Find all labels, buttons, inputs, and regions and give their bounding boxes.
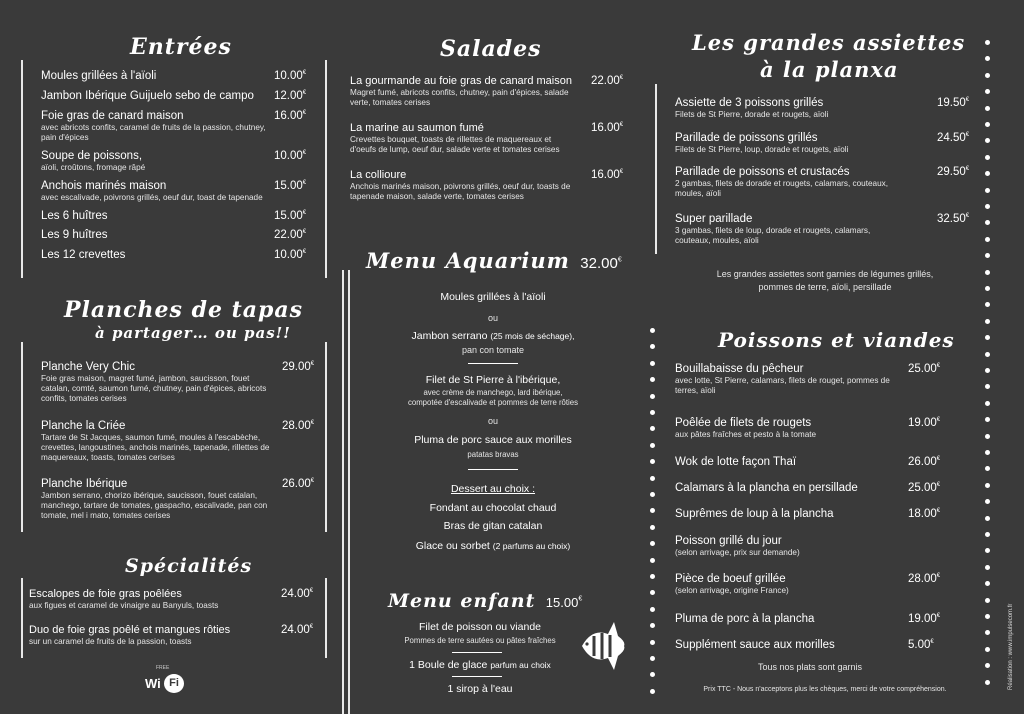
menu-item-price: 28.00€ (908, 573, 941, 585)
enfant-currency: € (578, 595, 583, 603)
decorative-dot (985, 138, 990, 143)
menu-item-desc: (selon arrivage, prix sur demande) (675, 548, 800, 557)
menu-item-desc: Foie gras maison, magret fumé, jambon, saucisson, fouet catalan, comté, saumon fumé, chutney, pain d'épices, abricots confits, tomates cerises (41, 374, 267, 403)
aquarium-course-2 (380, 330, 606, 343)
entrees-title: Entrées (130, 34, 232, 60)
currency-symbol: € (302, 110, 307, 117)
menu-item-name: Moules grillées à l'aïoli (41, 70, 157, 82)
decorative-dot (985, 581, 990, 586)
divider-line (21, 578, 23, 658)
dessert-item: Bras de gitan catalan (443, 520, 543, 532)
divider-line (342, 270, 344, 714)
menu-item (675, 573, 947, 596)
menu-item-price: 32.50€ (937, 213, 970, 225)
menu-item (675, 363, 947, 396)
menu-item-desc: Filets de St Pierre, dorade et rougets, aïoli (675, 110, 829, 119)
enfant-item-2 (370, 659, 590, 672)
decorative-dot (650, 656, 655, 661)
currency-symbol: € (936, 508, 941, 515)
currency-symbol: € (619, 169, 624, 176)
tapas-subtitle: à partager… ou pas!! (95, 324, 291, 342)
aquarium-course-3-desc: avec crème de manchego, lard ibérique, (423, 388, 563, 397)
currency-symbol: € (302, 150, 307, 157)
currency-symbol: € (936, 417, 941, 424)
currency-symbol: € (930, 639, 934, 646)
menu-item-name: Calamars à la plancha en persillade (675, 482, 858, 494)
menu-item-name: Pluma de porc à la plancha (675, 613, 815, 625)
menu-item-name: Escalopes de foie gras poêlées (29, 588, 182, 600)
currency-symbol: € (309, 588, 314, 595)
menu-item-price: 19.00€ (908, 417, 941, 429)
menu-item-price: 22.00€ (274, 229, 307, 241)
currency-symbol: € (302, 90, 307, 97)
dessert-note: (2 parfums au choix) (492, 541, 571, 551)
menu-item-name: Planche Ibérique (41, 478, 128, 490)
decorative-dot (650, 541, 655, 546)
decorative-dot (650, 377, 655, 382)
decorative-dot (650, 590, 655, 595)
currency-symbol: € (965, 213, 970, 220)
divider-line (348, 270, 350, 714)
currency-symbol: € (936, 363, 941, 370)
course-name: Jambon serrano (411, 330, 488, 342)
currency-symbol: € (936, 456, 941, 463)
decorative-dot (650, 558, 655, 563)
menu-item (29, 588, 316, 611)
menu-item-name: Anchois marinés maison (41, 180, 167, 192)
menu-item-price: 19.00€ (908, 613, 941, 625)
salades-title: Salades (440, 36, 542, 62)
menu-item-name: Parillade de poissons grillés (675, 132, 818, 144)
decorative-dot (985, 450, 990, 455)
enfant-price: 15.00 (545, 595, 579, 610)
poissons-title: Poissons et viandes (718, 328, 955, 352)
menu-item-name: Planche Very Chic (41, 361, 135, 373)
specialites-title: Spécialités (125, 555, 253, 577)
menu-item (29, 624, 316, 647)
wifi-logo (142, 665, 190, 697)
decorative-dot (985, 548, 990, 553)
divider-line (325, 578, 327, 658)
aquarium-course-3: Filet de St Pierre à l'ibérique, (425, 374, 561, 386)
decorative-dot (650, 574, 655, 579)
decorative-dot (650, 508, 655, 513)
decorative-dot (985, 89, 990, 94)
currency-symbol: € (936, 482, 941, 489)
angelfish-icon (578, 622, 628, 670)
menu-item-name: Assiette de 3 poissons grillés (675, 97, 824, 109)
menu-item-price: 19.50€ (937, 97, 970, 109)
decorative-dot (985, 319, 990, 324)
decorative-dot (985, 220, 990, 225)
menu-item (675, 613, 947, 626)
menu-item-price: 10.00€ (274, 150, 307, 162)
tapas-title: Planches de tapas (64, 297, 304, 323)
decorative-dot (985, 384, 990, 389)
menu-item (675, 508, 947, 521)
menu-item-price: 29.50€ (937, 166, 970, 178)
menu-item-desc: avec abricots confits, caramel de fruits de la passion, chutney, pain d'épices (41, 123, 266, 142)
wifi-free-label: FREE (156, 665, 170, 671)
menu-item-price: 15.00€ (274, 180, 307, 192)
assiettes-note: pommes de terre, aïoli, persillade (758, 282, 892, 292)
menu-item-price: 25.00€ (908, 482, 941, 494)
dessert-item (380, 540, 606, 553)
aquarium-course-3-desc: compotée d'escalivade et pommes de terre rôties (407, 398, 579, 407)
currency-symbol: € (936, 613, 941, 620)
currency-symbol: € (936, 573, 941, 580)
decorative-dot (650, 410, 655, 415)
menu-item-name: La gourmande au foie gras de canard maison (350, 75, 572, 87)
menu-item-name: Supplément sauce aux morilles (675, 639, 835, 651)
menu-item-name: Poisson grillé du jour (675, 535, 782, 547)
wifi-fi-badge: Fi (164, 674, 184, 693)
menu-item-desc: Magret fumé, abricots confits, chutney, pain d'épices, salade verte, tomates cerises (350, 88, 569, 107)
currency-symbol: € (310, 361, 315, 368)
menu-item-name: Parillade de poissons et crustacés (675, 166, 850, 178)
menu-item (675, 417, 947, 440)
assiettes-note: Les grandes assiettes sont garnies de légumes grillés, (716, 269, 934, 279)
menu-item-price: 26.00€ (908, 456, 941, 468)
decorative-dot (985, 40, 990, 45)
decorative-dot (985, 155, 990, 160)
menu-item-desc: Tartare de St Jacques, saumon fumé, moules à l'escabèche, crevettes, langoustines, anchois marinés, tapenade, rillettes de maquereaux, toasts, tomates cerises (41, 433, 270, 462)
enfant-item-3: 1 sirop à l'eau (447, 683, 513, 695)
menu-item-desc: 2 gambas, filets de dorade et rougets, calamars, couteaux, moules, aïoli (675, 179, 888, 198)
decorative-dot (985, 335, 990, 340)
assiettes-subtitle: à la planxa (760, 57, 899, 82)
separator-line (452, 676, 502, 677)
decorative-dot (650, 607, 655, 612)
menu-item-desc: Anchois marinés maison, poivrons grillés, oeuf dur, toasts de tapenade maison, salade verte, tomates cerises (350, 182, 571, 201)
divider-line (325, 342, 327, 532)
menu-item-desc: 3 gambas, filets de loup, dorade et rougets, calamars, couteaux, moules, aïoli (675, 226, 871, 245)
decorative-dot (650, 492, 655, 497)
enfant-item-1: Filet de poisson ou viande (419, 621, 541, 633)
menu-item-price: 10.00€ (274, 70, 307, 82)
menu-item-desc: sur un caramel de fruits de la passion, toasts (29, 637, 192, 646)
menu-item-price: 25.00€ (908, 363, 941, 375)
menu-item-desc: Jambon serrano, chorizo ibérique, saucisson, fouet catalan, manchego, tartare de tomates, gaspacho, escalivade, pan con tomate, mel i mato, tomates cerises (41, 491, 268, 520)
menu-item (675, 535, 947, 558)
decorative-dot (985, 516, 990, 521)
divider-line (325, 60, 327, 278)
enfant-title: Menu enfant (388, 590, 536, 612)
currency-symbol: € (619, 122, 624, 129)
decorative-dot (985, 171, 990, 176)
decorative-dot (985, 352, 990, 357)
currency-symbol: € (309, 624, 314, 631)
decorative-dot (985, 434, 990, 439)
menu-item-desc: Crevettes bouquet, toasts de rillettes de maquereaux et d'oeufs de lump, oeuf dur, salade verte et tomates cerises (350, 135, 560, 154)
menu-item-name: La collioure (350, 169, 407, 181)
menu-item-name: Les 6 huîtres (41, 210, 108, 222)
or-separator: ou (487, 313, 498, 323)
currency-symbol: € (302, 249, 307, 256)
menu-item-price: 24.50€ (937, 132, 970, 144)
menu-item-desc: (selon arrivage, origine France) (675, 586, 789, 595)
decorative-dot (985, 532, 990, 537)
decorative-dot (650, 344, 655, 349)
menu-item-desc: avec escalivade, poivrons grillés, oeuf dur, toast de tapenade (41, 193, 263, 202)
menu-item-desc: aïoli, croûtons, fromage râpé (41, 163, 146, 172)
decorative-dot (650, 689, 655, 694)
decorative-dot (985, 630, 990, 635)
decorative-dot (985, 680, 990, 685)
currency-symbol: € (310, 478, 315, 485)
decorative-dot (985, 204, 990, 209)
menu-item-name: Jambon Ibérique Guijuelo sebo de campo (41, 90, 254, 102)
menu-item-price: 15.00€ (274, 210, 307, 222)
aquarium-currency: € (617, 256, 622, 264)
decorative-dot (985, 302, 990, 307)
decorative-dot (985, 663, 990, 668)
decorative-dot (985, 73, 990, 78)
decorative-dot (985, 401, 990, 406)
decorative-dot (985, 270, 990, 275)
menu-item-desc: Filets de St Pierre, loup, dorade et rougets, aïoli (675, 145, 849, 154)
enfant-item-1-desc: Pommes de terre sautées ou pâtes fraîches (404, 636, 556, 645)
menu-item-price: 16.00€ (591, 122, 624, 134)
decorative-dot (985, 647, 990, 652)
menu-item (350, 122, 632, 155)
decorative-dot (985, 499, 990, 504)
aquarium-price: 32.00 (580, 255, 618, 272)
menu-item-name: Pièce de boeuf grillée (675, 573, 786, 585)
decorative-dot (985, 237, 990, 242)
decorative-dot (985, 417, 990, 422)
poissons-list (675, 0, 947, 714)
decorative-dot (650, 459, 655, 464)
decorative-dot (650, 394, 655, 399)
poissons-note: Tous nos plats sont garnis (757, 662, 863, 672)
menu-item (675, 482, 947, 495)
aquarium-heading (366, 248, 622, 273)
menu-item-price: 12.00€ (274, 90, 307, 102)
menu-item-name: Poêlée de filets de rougets (675, 417, 812, 429)
menu-item-name: Super parillade (675, 213, 753, 225)
menu-item-desc: aux pâtes fraîches et pesto à la tomate (675, 430, 817, 439)
currency-symbol: € (302, 229, 307, 236)
menu-item-name: Les 9 huîtres (41, 229, 108, 241)
decorative-dot (985, 253, 990, 258)
menu-item-price: 10.00€ (274, 249, 307, 261)
menu-item-desc: aux figues et caramel de vinaigre au Banyuls, toasts (29, 601, 219, 610)
decorative-dot (650, 623, 655, 628)
decorative-dot (985, 122, 990, 127)
decorative-dot (650, 361, 655, 366)
currency-symbol: € (965, 132, 970, 139)
divider-line (21, 60, 23, 278)
enfant-item-note: parfum au choix (490, 660, 551, 670)
menu-item-name: Planche la Criée (41, 420, 126, 432)
separator-line (468, 363, 518, 364)
menu-item-price: 18.00€ (908, 508, 941, 520)
currency-symbol: € (302, 70, 307, 77)
aquarium-course-4-desc: patatas bravas (467, 450, 519, 459)
decorative-dot (985, 598, 990, 603)
enfant-item-name: 1 Boule de glace (409, 659, 488, 671)
menu-item (350, 169, 632, 202)
aquarium-course-4: Pluma de porc sauce aux morilles (414, 434, 572, 446)
menu-item-price: 24.00€ (281, 624, 314, 636)
separator-line (452, 652, 502, 653)
decorative-dot (650, 328, 655, 333)
dessert-item: Fondant au chocolat chaud (429, 502, 557, 514)
menu-item-desc: avec lotte, St Pierre, calamars, filets de rouget, pommes de terres, aïoli (675, 376, 890, 395)
currency-symbol: € (302, 210, 307, 217)
menu-item-price: 29.00€ (282, 361, 315, 373)
menu-item-name: Bouillabaisse du pêcheur (675, 363, 804, 375)
decorative-dot (650, 443, 655, 448)
enfant-heading (388, 590, 582, 612)
dessert-name: Glace ou sorbet (415, 540, 490, 552)
menu-item-price: 24.00€ (281, 588, 314, 600)
aquarium-title: Menu Aquarium (366, 248, 570, 273)
menu-item-name: Les 12 crevettes (41, 249, 126, 261)
currency-symbol: € (965, 166, 970, 173)
decorative-dot (650, 426, 655, 431)
credit-text: Réalisation : www.impulsecom.fr (1008, 603, 1014, 690)
divider-line (655, 84, 657, 254)
decorative-dot (985, 56, 990, 61)
decorative-dot (650, 525, 655, 530)
decorative-dot (985, 286, 990, 291)
menu-item-price: 26.00€ (282, 478, 315, 490)
menu-item-name: Duo de foie gras poêlé et mangues rôties (29, 624, 231, 636)
menu-item (350, 75, 632, 108)
menu-item-name: Foie gras de canard maison (41, 110, 184, 122)
menu-item (675, 639, 947, 652)
decorative-dot (985, 483, 990, 488)
specialites-list (29, 0, 316, 714)
menu-item-price: 28.00€ (282, 420, 315, 432)
menu-item (675, 456, 947, 469)
menu-item-name: La marine au saumon fumé (350, 122, 484, 134)
aquarium-course-1: Moules grillées à l'aïoli (440, 291, 546, 303)
aquarium-course-2-desc: pan con tomate (461, 345, 525, 355)
menu-item-price: 22.00€ (591, 75, 624, 87)
footer-note: Prix TTC - Nous n'acceptons plus les chèques, merci de votre compréhension. (703, 686, 947, 693)
menu-item-price: 5.00€ (908, 639, 934, 651)
menu-item-name: Soupe de poissons, (41, 150, 143, 162)
or-separator: ou (487, 416, 498, 426)
decorative-dot (650, 640, 655, 645)
decorative-dot (985, 188, 990, 193)
decorative-dot (985, 106, 990, 111)
currency-symbol: € (302, 180, 307, 187)
menu-item-price: 16.00€ (274, 110, 307, 122)
currency-symbol: € (965, 97, 970, 104)
menu-item-name: Suprêmes de loup à la plancha (675, 508, 834, 520)
menu-item-name: Wok de lotte façon Thaï (675, 456, 797, 468)
decorative-dot (985, 565, 990, 570)
decorative-dot (650, 672, 655, 677)
currency-symbol: € (619, 75, 624, 82)
decorative-dot (985, 614, 990, 619)
assiettes-title: Les grandes assiettes (692, 30, 966, 55)
currency-symbol: € (310, 420, 315, 427)
separator-line (468, 469, 518, 470)
decorative-dot (985, 466, 990, 471)
course-note: (25 mois de séchage), (490, 331, 575, 341)
decorative-dot (985, 368, 990, 373)
divider-line (21, 342, 23, 532)
decorative-dot (650, 476, 655, 481)
menu-item-price: 16.00€ (591, 169, 624, 181)
dessert-heading: Dessert au choix : (450, 483, 536, 495)
wifi-wi-label: Wi (145, 676, 161, 691)
